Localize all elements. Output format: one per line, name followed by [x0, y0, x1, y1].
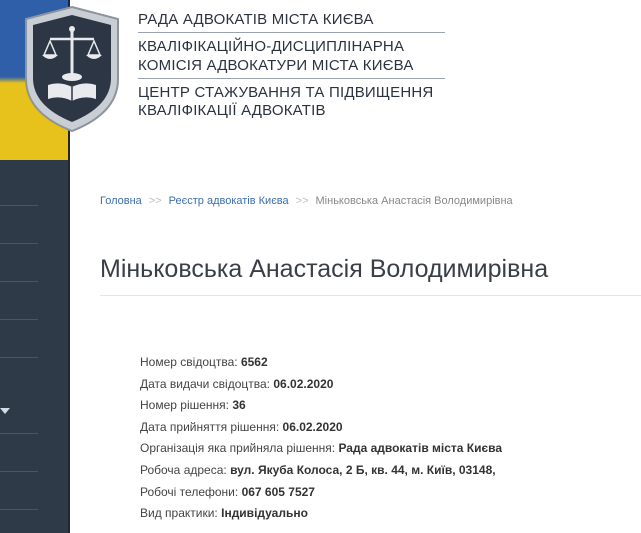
info-label: Номер рішення: — [140, 398, 229, 413]
info-label: Робочі телефони: — [140, 484, 239, 499]
breadcrumb-registry-link[interactable]: Реєстр адвокатів Києва — [168, 195, 289, 207]
lawyer-info — [140, 352, 502, 525]
info-row-organization — [140, 438, 502, 460]
info-label: Організація яка прийняла рішення: — [140, 441, 336, 456]
info-value: 36 — [232, 398, 246, 413]
info-value: 06.02.2020 — [282, 419, 343, 434]
sidebar-menu-divider — [0, 509, 38, 510]
info-value: 06.02.2020 — [273, 376, 334, 391]
info-row-certificate-number — [140, 352, 502, 374]
header-divider — [138, 32, 445, 33]
sidebar-menu-divider — [0, 433, 38, 434]
sidebar-menu-divider — [0, 357, 38, 358]
breadcrumb — [100, 195, 513, 207]
breadcrumb-separator: >> — [148, 195, 162, 207]
page-title: Міньковська Анастасія Володимирівна — [100, 255, 549, 283]
info-label: Номер свідоцтва: — [140, 355, 238, 369]
bar-council-logo-icon[interactable] — [22, 5, 122, 133]
header-commission-line2: КОМІСІЯ АДВОКАТУРИ МІСТА КИЄВА — [138, 57, 414, 74]
sidebar-menu-divider — [0, 471, 38, 472]
header-divider — [138, 78, 445, 79]
info-value: Індивідуально — [221, 506, 308, 521]
sidebar-menu-divider — [0, 319, 38, 320]
info-value: 6562 — [240, 355, 268, 369]
info-row-work-phones — [140, 482, 502, 504]
breadcrumb-current: Міньковська Анастасія Володимирівна — [315, 195, 513, 207]
info-row-certificate-date — [140, 374, 502, 396]
chevron-down-icon[interactable] — [0, 408, 10, 414]
info-label: Вид практики: — [140, 506, 218, 521]
title-divider — [100, 295, 641, 296]
info-value: вул. Якуба Колоса, 2 Б, кв. 44, м. Київ, 03148, — [230, 462, 496, 477]
info-row-decision-date — [140, 417, 502, 439]
header-center-line1: ЦЕНТР СТАЖУВАННЯ ТА ПІДВИЩЕННЯ — [138, 84, 434, 101]
info-row-practice-type — [140, 503, 502, 525]
breadcrumb-separator: >> — [295, 195, 309, 207]
info-label: Дата видачи свідоцтва: — [140, 376, 271, 391]
header-commission-line1: КВАЛІФІКАЦІЙНО-ДИСЦИПЛІНАРНА — [138, 38, 405, 55]
info-row-work-address — [140, 460, 502, 482]
info-row-decision-number — [140, 395, 502, 417]
sidebar-menu-divider — [0, 243, 38, 244]
info-label: Робоча адреса: — [140, 462, 227, 477]
header-center-line2: КВАЛІФІКАЦІЇ АДВОКАТІВ — [138, 102, 326, 119]
sidebar-menu-divider — [0, 281, 38, 282]
info-label: Дата прийняття рішення: — [140, 419, 280, 434]
sidebar-menu-divider — [0, 205, 38, 206]
info-value: 067 605 7527 — [241, 484, 315, 499]
header-council-name: РАДА АДВОКАТІВ МІСТА КИЄВА — [138, 11, 374, 28]
info-value: Рада адвокатів міста Києва — [338, 441, 503, 456]
breadcrumb-home-link[interactable]: Головна — [100, 195, 142, 207]
